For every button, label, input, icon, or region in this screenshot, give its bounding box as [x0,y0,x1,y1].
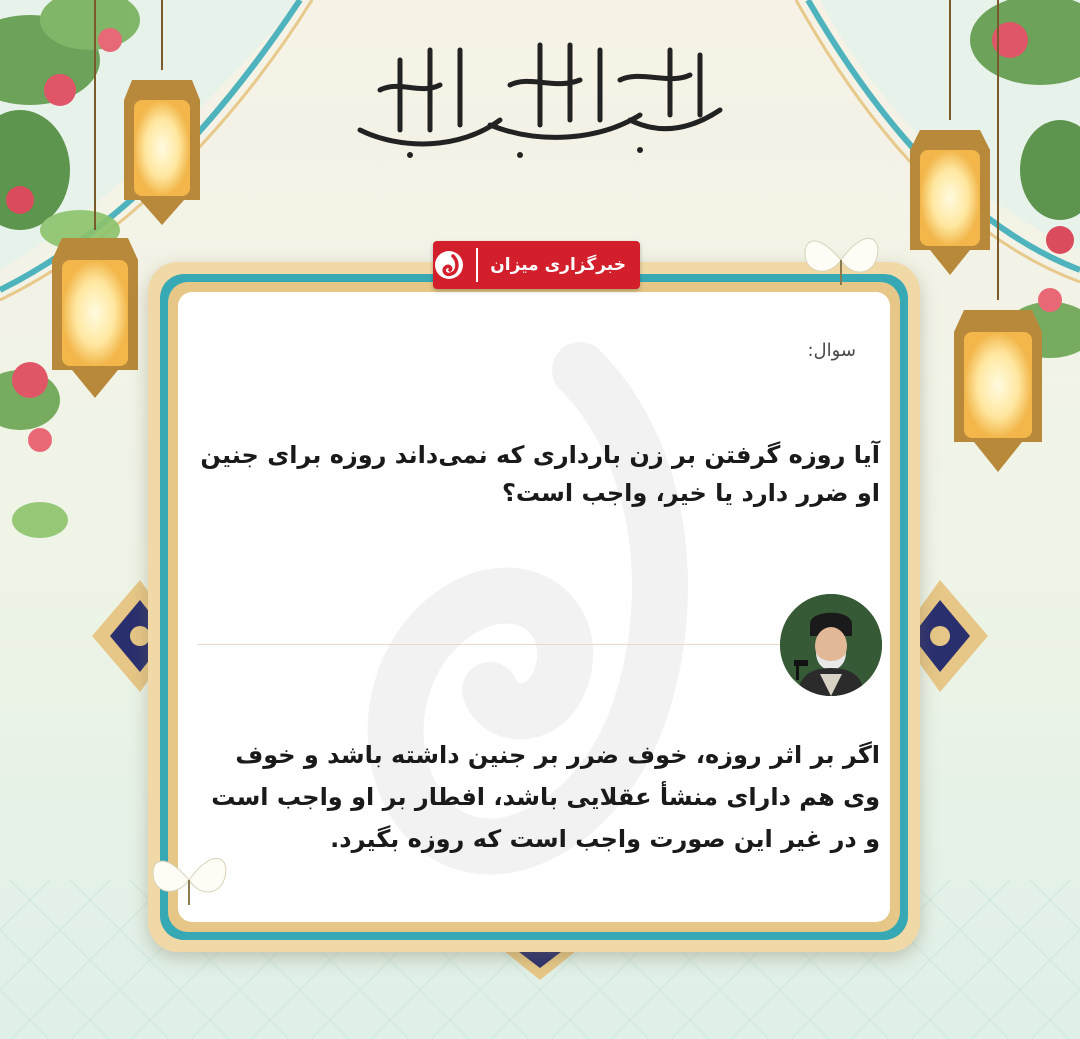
lantern-icon [910,0,990,275]
mizan-logo-icon [434,250,464,280]
news-agency-badge [433,241,640,289]
avatar [780,594,882,696]
badge-divider [476,248,478,282]
person-portrait-icon [780,594,882,696]
question-label: سوال: [807,340,856,361]
watermark-logo-icon [360,330,700,960]
lantern-icon [124,0,200,225]
section-divider [198,644,784,645]
answer-text: اگر بر اثر روزه، خوف ضرر بر جنین داشته باشد و خوف وی هم دارای منشأ عقلایی باشد، افطار بر او واجب است و در غیر این صورت واجب است که روزه بگیرد. [211,741,880,853]
butterfly-icon [796,220,886,300]
question-text: آیا روزه گرفتن بر زن بارداری که نمی‌داند روزه برای جنین او ضرر دارد یا خیر، واجب است؟ [200,441,880,507]
news-agency-name: خبرگزاری میزان [490,255,626,275]
